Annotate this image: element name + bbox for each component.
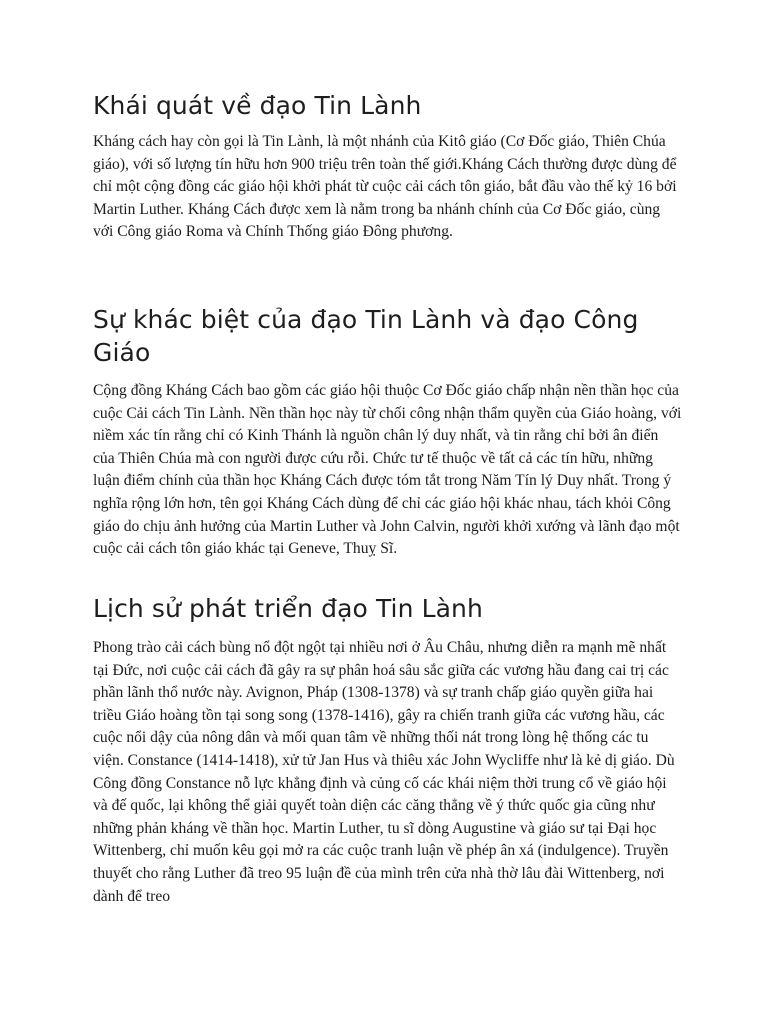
section-history <box>93 592 683 908</box>
section-overview <box>93 89 683 244</box>
section-heading: Sự khác biệt của đạo Tin Lành và đạo Công Giáo <box>93 305 639 367</box>
section-paragraph: Phong trào cải cách bùng nổ đột ngột tại nhiều nơi ở Âu Châu, nhưng diễn ra mạnh mẽ nhất tại Đức, nơi cuộc cải cách đã gây ra sự phân hoá sâu sắc giữa các vương hầu đang cai trị các phần lãnh thổ nước này. Avignon, Pháp (1308-1378) và sự tranh chấp giáo quyền giữa hai triều Giáo hoàng tồn tại song song (1378-1416), gây ra chiến tranh giữa các vương hầu, các cuộc nổi dậy của nông dân và mối quan tâm về những thối nát trong lòng hệ thống các tu viện. Constance (1414-1418), xử tử Jan Hus và thiêu xác John Wycliffe như là kẻ dị giáo. Dù Công đồng Constance nỗ lực khẳng định và củng cố các khái niệm thời trung cổ về giáo hội và đế quốc, lại không thể giải quyết toàn diện các căng thẳng về ý thức quốc gia cũng như những phản kháng về thần học. Martin Luther, tu sĩ dòng Augustine và giáo sư tại Đại học Wittenberg, chỉ muốn kêu gọi mở ra các cuộc tranh luận về phép ân xá (indulgence). Truyền thuyết cho rằng Luther đã treo 95 luận đề của mình trên cửa nhà thờ lâu đài Wittenberg, nơi dành để treo <box>93 639 675 905</box>
section-paragraph: Cộng đồng Kháng Cách bao gồm các giáo hội thuộc Cơ Đốc giáo chấp nhận nền thần học của cuộc Cải cách Tin Lành. Nền thần học này từ chối công nhận thẩm quyền của Giáo hoàng, với niềm xác tín rằng chỉ có Kinh Thánh là nguồn chân lý duy nhất, và tin rằng chỉ bởi ân điển của Thiên Chúa mà con người được cứu rỗi. Chức tư tế thuộc về tất cả các tín hữu, những luận điểm chính của thần học Kháng Cách được tóm tắt trong Năm Tín lý Duy nhất. Trong ý nghĩa rộng lớn hơn, tên gọi Kháng Cách dùng để chỉ các giáo hội khác nhau, tách khỏi Công giáo do chịu ảnh hưởng của Martin Luther và John Calvin, người khởi xướng và lãnh đạo một cuộc cải cách tôn giáo khác tại Geneve, Thuỵ Sĩ. <box>93 382 682 558</box>
section-differences <box>93 303 683 561</box>
section-heading: Khái quát về đạo Tin Lành <box>93 91 422 120</box>
section-heading: Lịch sử phát triển đạo Tin Lành <box>93 594 483 623</box>
section-paragraph: Kháng cách hay còn gọi là Tin Lành, là một nhánh của Kitô giáo (Cơ Đốc giáo, Thiên Chúa giáo), với số lượng tín hữu hơn 900 triệu trên toàn thế giới.Kháng Cách thường được dùng để chỉ một cộng đồng các giáo hội khởi phát từ cuộc cải cách tôn giáo, bắt đầu vào thế kỷ 16 bởi Martin Luther. Kháng Cách được xem là nằm trong ba nhánh chính của Cơ Đốc giáo, cùng với Công giáo Roma và Chính Thống giáo Đông phương. <box>93 133 677 241</box>
